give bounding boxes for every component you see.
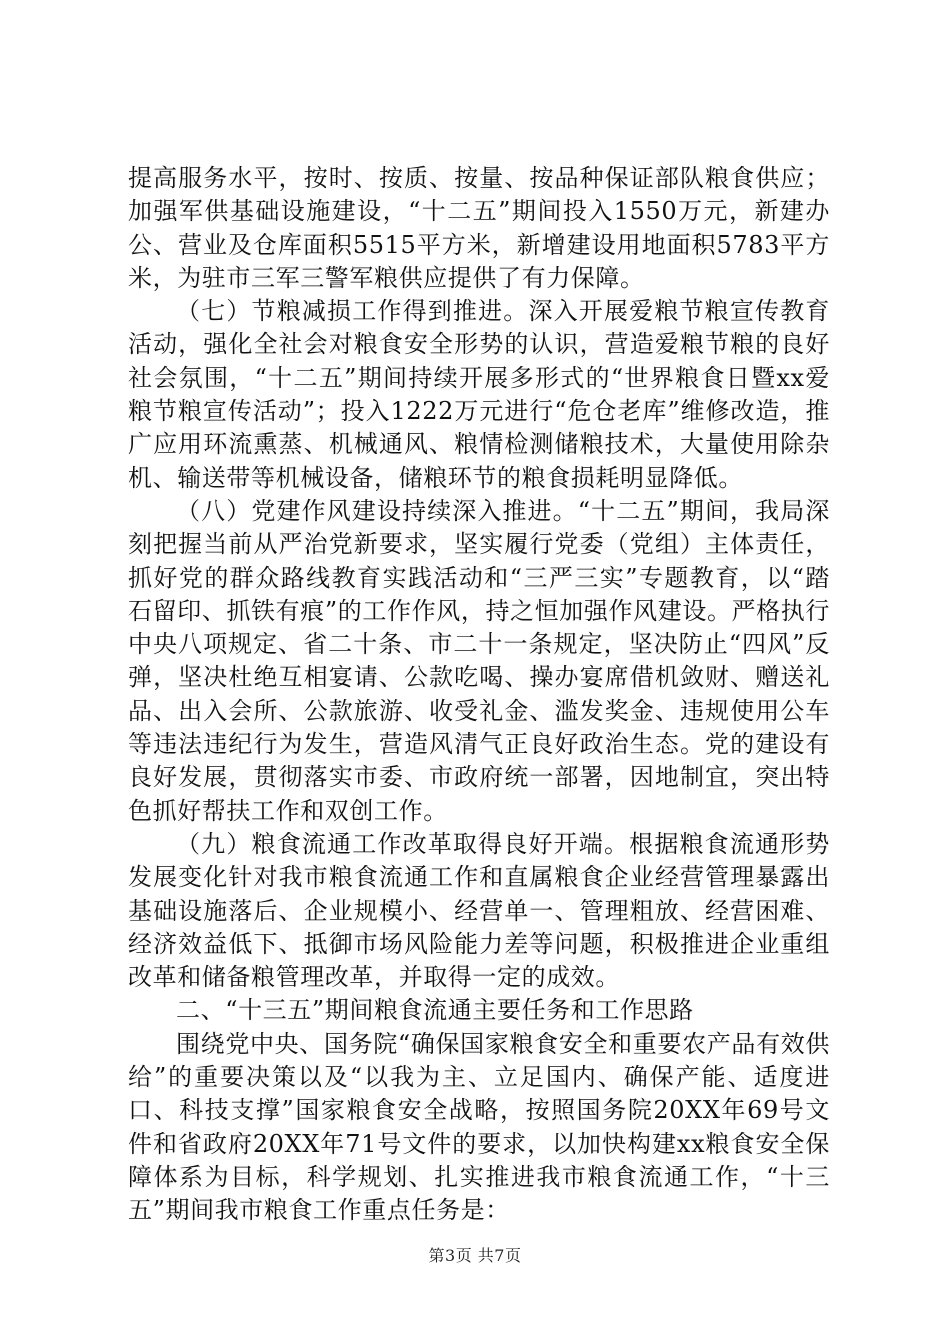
section-heading-13th-plan: 二、“十三五”期间粮食流通主要任务和工作思路 [176,996,694,1025]
page-footer: 第3页 共7页 [428,1246,522,1265]
paragraph-military-supply: 提高服务水平，按时、按质、按量、按品种保证部队粮食供应；加强军供基础设施建设，“十二五”期间投入1550万元，新建办公、营业及仓库面积5515平方米，新增建设用地面积5783平方米，为驻市三军三警军粮供应提供了有力保障。 [128,164,830,292]
paragraph-grain-saving: （七）节粮减损工作得到推进。深入开展爱粮节粮宣传教育活动，强化全社会对粮食安全形势的认识，营造爱粮节粮的良好社会氛围，“十二五”期间持续开展多形式的“世界粮食日暨xx爱粮节粮宣传活动”；投入1222万元进行“危仓老库”维修改造，推广应用环流熏蒸、机械通风、粮情检测储粮技术，大量使用除杂机、输送带等机械设备，储粮环节的粮食损耗明显降低。 [128,297,830,492]
paragraph-key-tasks: 围绕党中央、国务院“确保国家粮食安全和重要农产品有效供给”的重要决策以及“以我为主、立足国内、确保产能、适度进口、科技支撑”国家粮食安全战略，按照国务院20XX年69号文件和省政府20XX年71号文件的要求，以加快构建xx粮食安全保障体系为目标，科学规划、扎实推进我市粮食流通工作，“十三五”期间我市粮食工作重点任务是： [128,1029,830,1225]
paragraph-circulation-reform: （九）粮食流通工作改革取得良好开端。根据粮食流通形势发展变化针对我市粮食流通工作和直属粮食企业经营管理暴露出基础设施落后、企业规模小、经营单一、管理粗放、经营困难、经济效益低下、抵御市场风险能力差等问题，积极推进企业重组改革和储备粮管理改革，并取得一定的成效。 [128,829,830,992]
document-body [128,162,830,1228]
paragraph-party-building: （八）党建作风建设持续深入推进。“十二五”期间，我局深刻把握当前从严治党新要求，坚实履行党委（党组）主体责任，抓好党的群众路线教育实践活动和“三严三实”专题教育，以“踏石留印、抓铁有痕”的工作作风，持之恒加强作风建设。严格执行中央八项规定、省二十条、市二十一条规定，坚决防止“四风”反弹，坚决杜绝互相宴请、公款吃喝、操办宴席借机敛财、赠送礼品、出入会所、公款旅游、收受礼金、滥发奖金、违规使用公车等违法违纪行为发生，营造风清气正良好政治生态。党的建设有良好发展，贯彻落实市委、市政府统一部署，因地制宜，突出特色抓好帮扶工作和双创工作。 [128,496,830,825]
